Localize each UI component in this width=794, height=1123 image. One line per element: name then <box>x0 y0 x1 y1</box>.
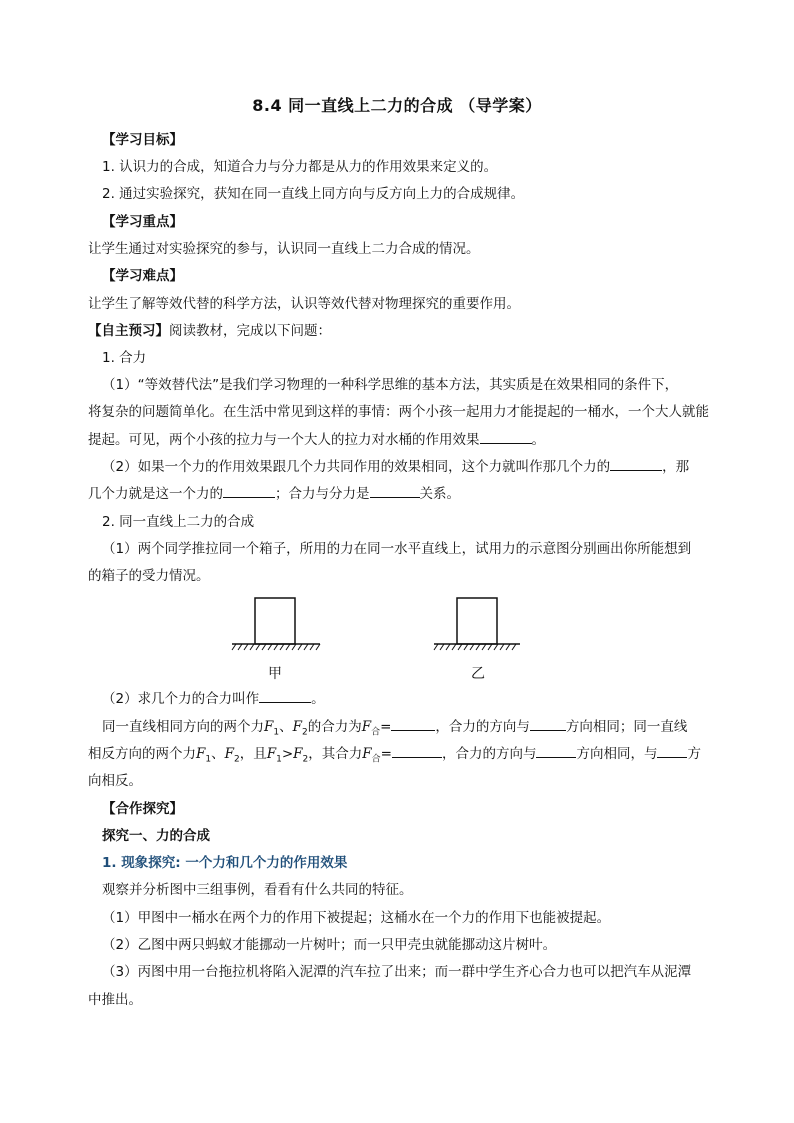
paragraph-1-line-1: （1）“等效替代法”是我们学习物理的一种科学思维的基本方法，其实质是在效果相同的条件下， <box>102 377 679 393</box>
answer-blank[interactable] <box>370 485 420 498</box>
paragraph-3-line-1: （1）两个同学推拉同一个箱子，所用的力在同一水平直线上，试用力的示意图分别画出你所能想到 <box>102 541 692 557</box>
goals-heading: 【学习目标】 <box>102 132 183 148</box>
answer-blank[interactable] <box>223 485 275 498</box>
difficulty-heading: 【学习难点】 <box>102 268 183 284</box>
answer-blank[interactable] <box>480 431 532 444</box>
observation-3-line-1: （3）丙图中用一台拖拉机将陷入泥潭的汽车拉了出来；而一群中学生齐心合力也可以把汽车从泥潭 <box>102 964 692 980</box>
answer-blank[interactable] <box>259 690 311 703</box>
figure-label-b: 乙 <box>471 666 485 682</box>
cooperation-heading: 【合作探究】 <box>102 801 183 817</box>
preview-line <box>88 322 331 340</box>
answer-blank[interactable] <box>392 745 442 758</box>
paragraph-2-line-2: 几个力就是这一个力的 ；合力与分力是 关系。 <box>88 486 460 502</box>
answer-blank[interactable] <box>536 745 576 758</box>
paragraph-2-line-1: （2）如果一个力的作用效果跟几个力共同作用的效果相同，这个力就叫作那几个力的 ，那 <box>102 459 690 475</box>
phenomenon-subheading: 1. 现象探究: 一个力和几个力的作用效果 <box>102 855 348 871</box>
answer-blank[interactable] <box>657 745 687 758</box>
box-diagram <box>220 592 520 654</box>
paragraph-3-line-2: 的箱子的受力情况。 <box>88 568 210 584</box>
figure-label-a: 甲 <box>268 666 282 682</box>
goal-1: 1. 认识力的合成，知道合力与分力都是从力的作用效果来定义的。 <box>102 159 498 175</box>
paragraph-6: 相反方向的两个力$F_1$、$F_2$，且$F_1>F_2$，其合力$F_合=$ ，合力的方向与 方向相同，与 方 <box>88 746 701 765</box>
explore-1-heading: 探究一、力的合成 <box>102 828 210 844</box>
observation-2: （2）乙图中两只蚂蚁才能挪动一片树叶；而一只甲壳虫就能挪动这片树叶。 <box>102 937 557 953</box>
paragraph-7: 向相反。 <box>88 773 142 789</box>
answer-blank[interactable] <box>391 718 435 731</box>
preview-text: 阅读教材，完成以下问题： <box>169 323 331 339</box>
box-figure-a <box>232 598 320 650</box>
key-text: 让学生通过对实验探究的参与，认识同一直线上二力合成的情况。 <box>88 241 480 257</box>
paragraph-1-line-2: 将复杂的问题简单化。在生活中常见到这样的事情：两个小孩一起用力才能提起的一桶水，一个大人就能 <box>88 404 709 420</box>
paragraph-5: 同一直线相同方向的两个力$F_1$、$F_2$的合力为$F_合=$ ，合力的方向与 方向相同；同一直线 <box>102 719 688 738</box>
paragraph-1-line-3: 提起。可见，两个小孩的拉力与一个大人的拉力对水桶的作用效果 。 <box>88 432 545 448</box>
difficulty-text: 让学生了解等效代替的科学方法，认识等效代替对物理探究的重要作用。 <box>88 296 520 312</box>
box-a <box>255 598 295 644</box>
item-1: 1. 合力 <box>102 350 147 366</box>
observe-text: 观察并分析图中三组事例，看看有什么共同的特征。 <box>102 882 413 898</box>
answer-blank[interactable] <box>530 718 566 731</box>
goal-2: 2. 通过实验探究，获知在同一直线上同方向与反方向上力的合成规律。 <box>102 186 525 202</box>
answer-blank[interactable] <box>610 458 662 471</box>
preview-heading: 【自主预习】 <box>88 323 169 339</box>
item-2: 2. 同一直线上二力的合成 <box>102 514 255 530</box>
box-figure-b <box>434 598 520 650</box>
paragraph-4: （2）求几个力的合力叫作 。 <box>102 691 325 707</box>
key-heading: 【学习重点】 <box>102 214 183 230</box>
observation-1: （1）甲图中一桶水在两个力的作用下被提起；这桶水在一个力的作用下也能被提起。 <box>102 910 611 926</box>
observation-3-line-2: 中推出。 <box>88 992 142 1008</box>
page-title: 8.4 同一直线上二力的合成 （导学案） <box>252 96 542 115</box>
box-b <box>457 598 497 644</box>
